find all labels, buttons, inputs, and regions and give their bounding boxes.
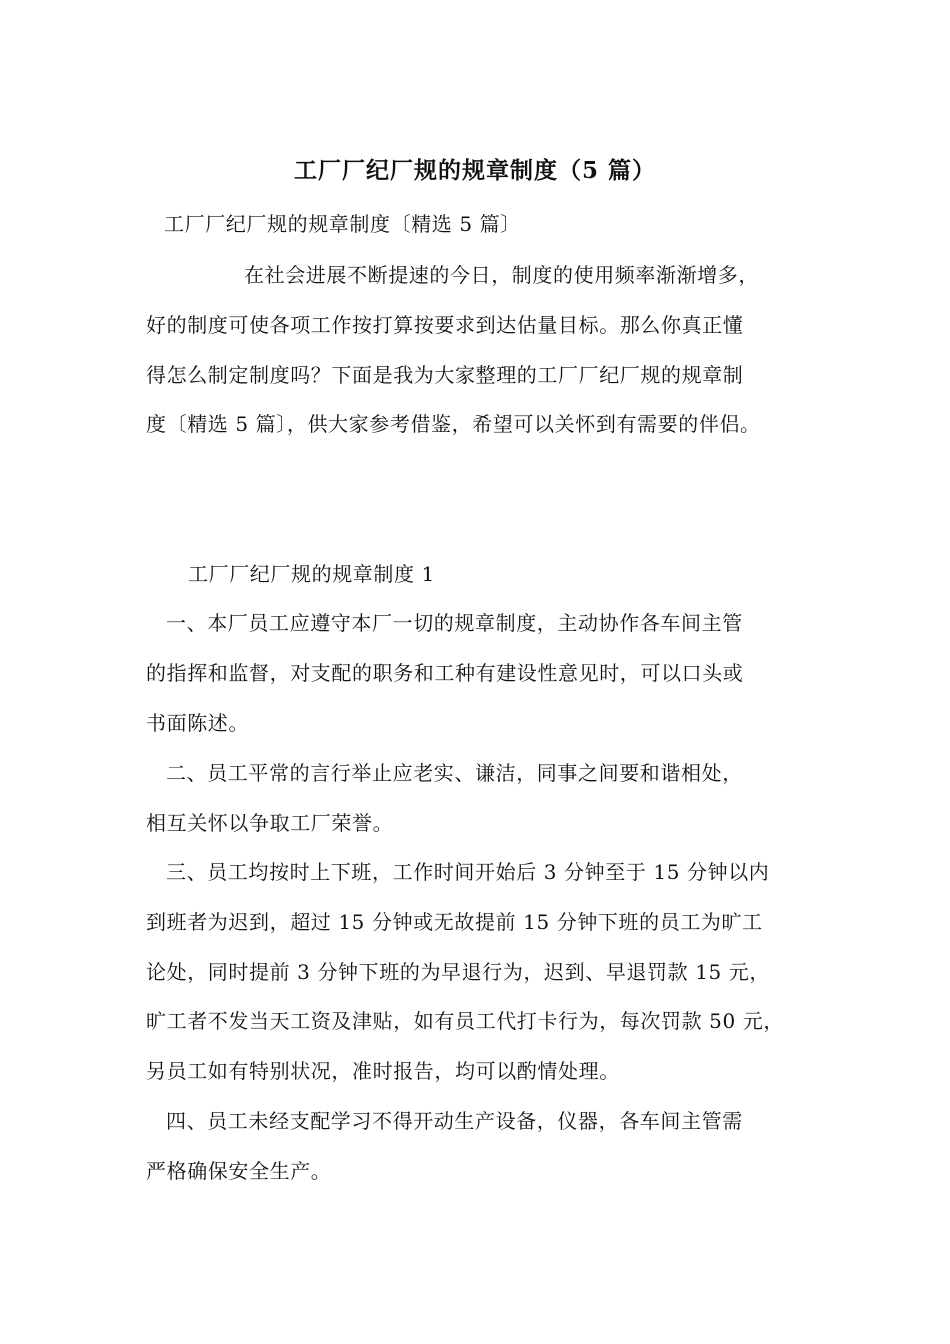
- rule-line: 二、员工平常的言行举止应老实、谦洁，同事之间要和谐相处，: [166, 761, 743, 785]
- rule-line: 三、员工均按时上下班，工作时间开始后 3 分钟至于 15 分钟以内: [166, 860, 770, 884]
- intro-line: 好的制度可使各项工作按打算按要求到达估量目标。那么你真正懂: [146, 313, 744, 337]
- document-title: 工厂厂纪厂规的规章制度（5 篇）: [293, 157, 656, 184]
- rule-line: 四、员工未经支配学习不得开动生产设备，仪器，各车间主管需: [166, 1109, 743, 1133]
- rule-line: 严格确保安全生产。: [146, 1159, 332, 1183]
- rule-line: 相互关怀以争取工厂荣誉。: [146, 811, 394, 835]
- rule-line: 另员工如有特别状况，准时报告，均可以酌情处理。: [146, 1059, 620, 1083]
- rule-line: 一、本厂员工应遵守本厂一切的规章制度，主动协作各车间主管: [166, 611, 743, 635]
- intro-line: 在社会进展不断提速的今日，制度的使用频率渐渐增多，: [244, 263, 759, 287]
- rule-line: 旷工者不发当天工资及津贴，如有员工代打卡行为，每次罚款 50 元，: [146, 1009, 784, 1033]
- document-subtitle: 工厂厂纪厂规的规章制度〔精选 5 篇〕: [164, 212, 521, 236]
- intro-line: 度〔精选 5 篇〕，供大家参考借鉴，希望可以关怀到有需要的伴侣。: [146, 412, 761, 436]
- rule-line: 到班者为迟到，超过 15 分钟或无故提前 15 分钟下班的员工为旷工: [146, 910, 763, 934]
- rule-line: 论处，同时提前 3 分钟下班的为早退行为，迟到、早退罚款 15 元，: [146, 960, 771, 984]
- intro-line: 得怎么制定制度吗？下面是我为大家整理的工厂厂纪厂规的规章制: [146, 363, 744, 387]
- rule-line: 的指挥和监督，对支配的职务和工种有建设性意见时，可以口头或: [146, 661, 744, 685]
- rule-line: 书面陈述。: [146, 711, 249, 735]
- section-heading: 工厂厂纪厂规的规章制度 1: [188, 562, 435, 586]
